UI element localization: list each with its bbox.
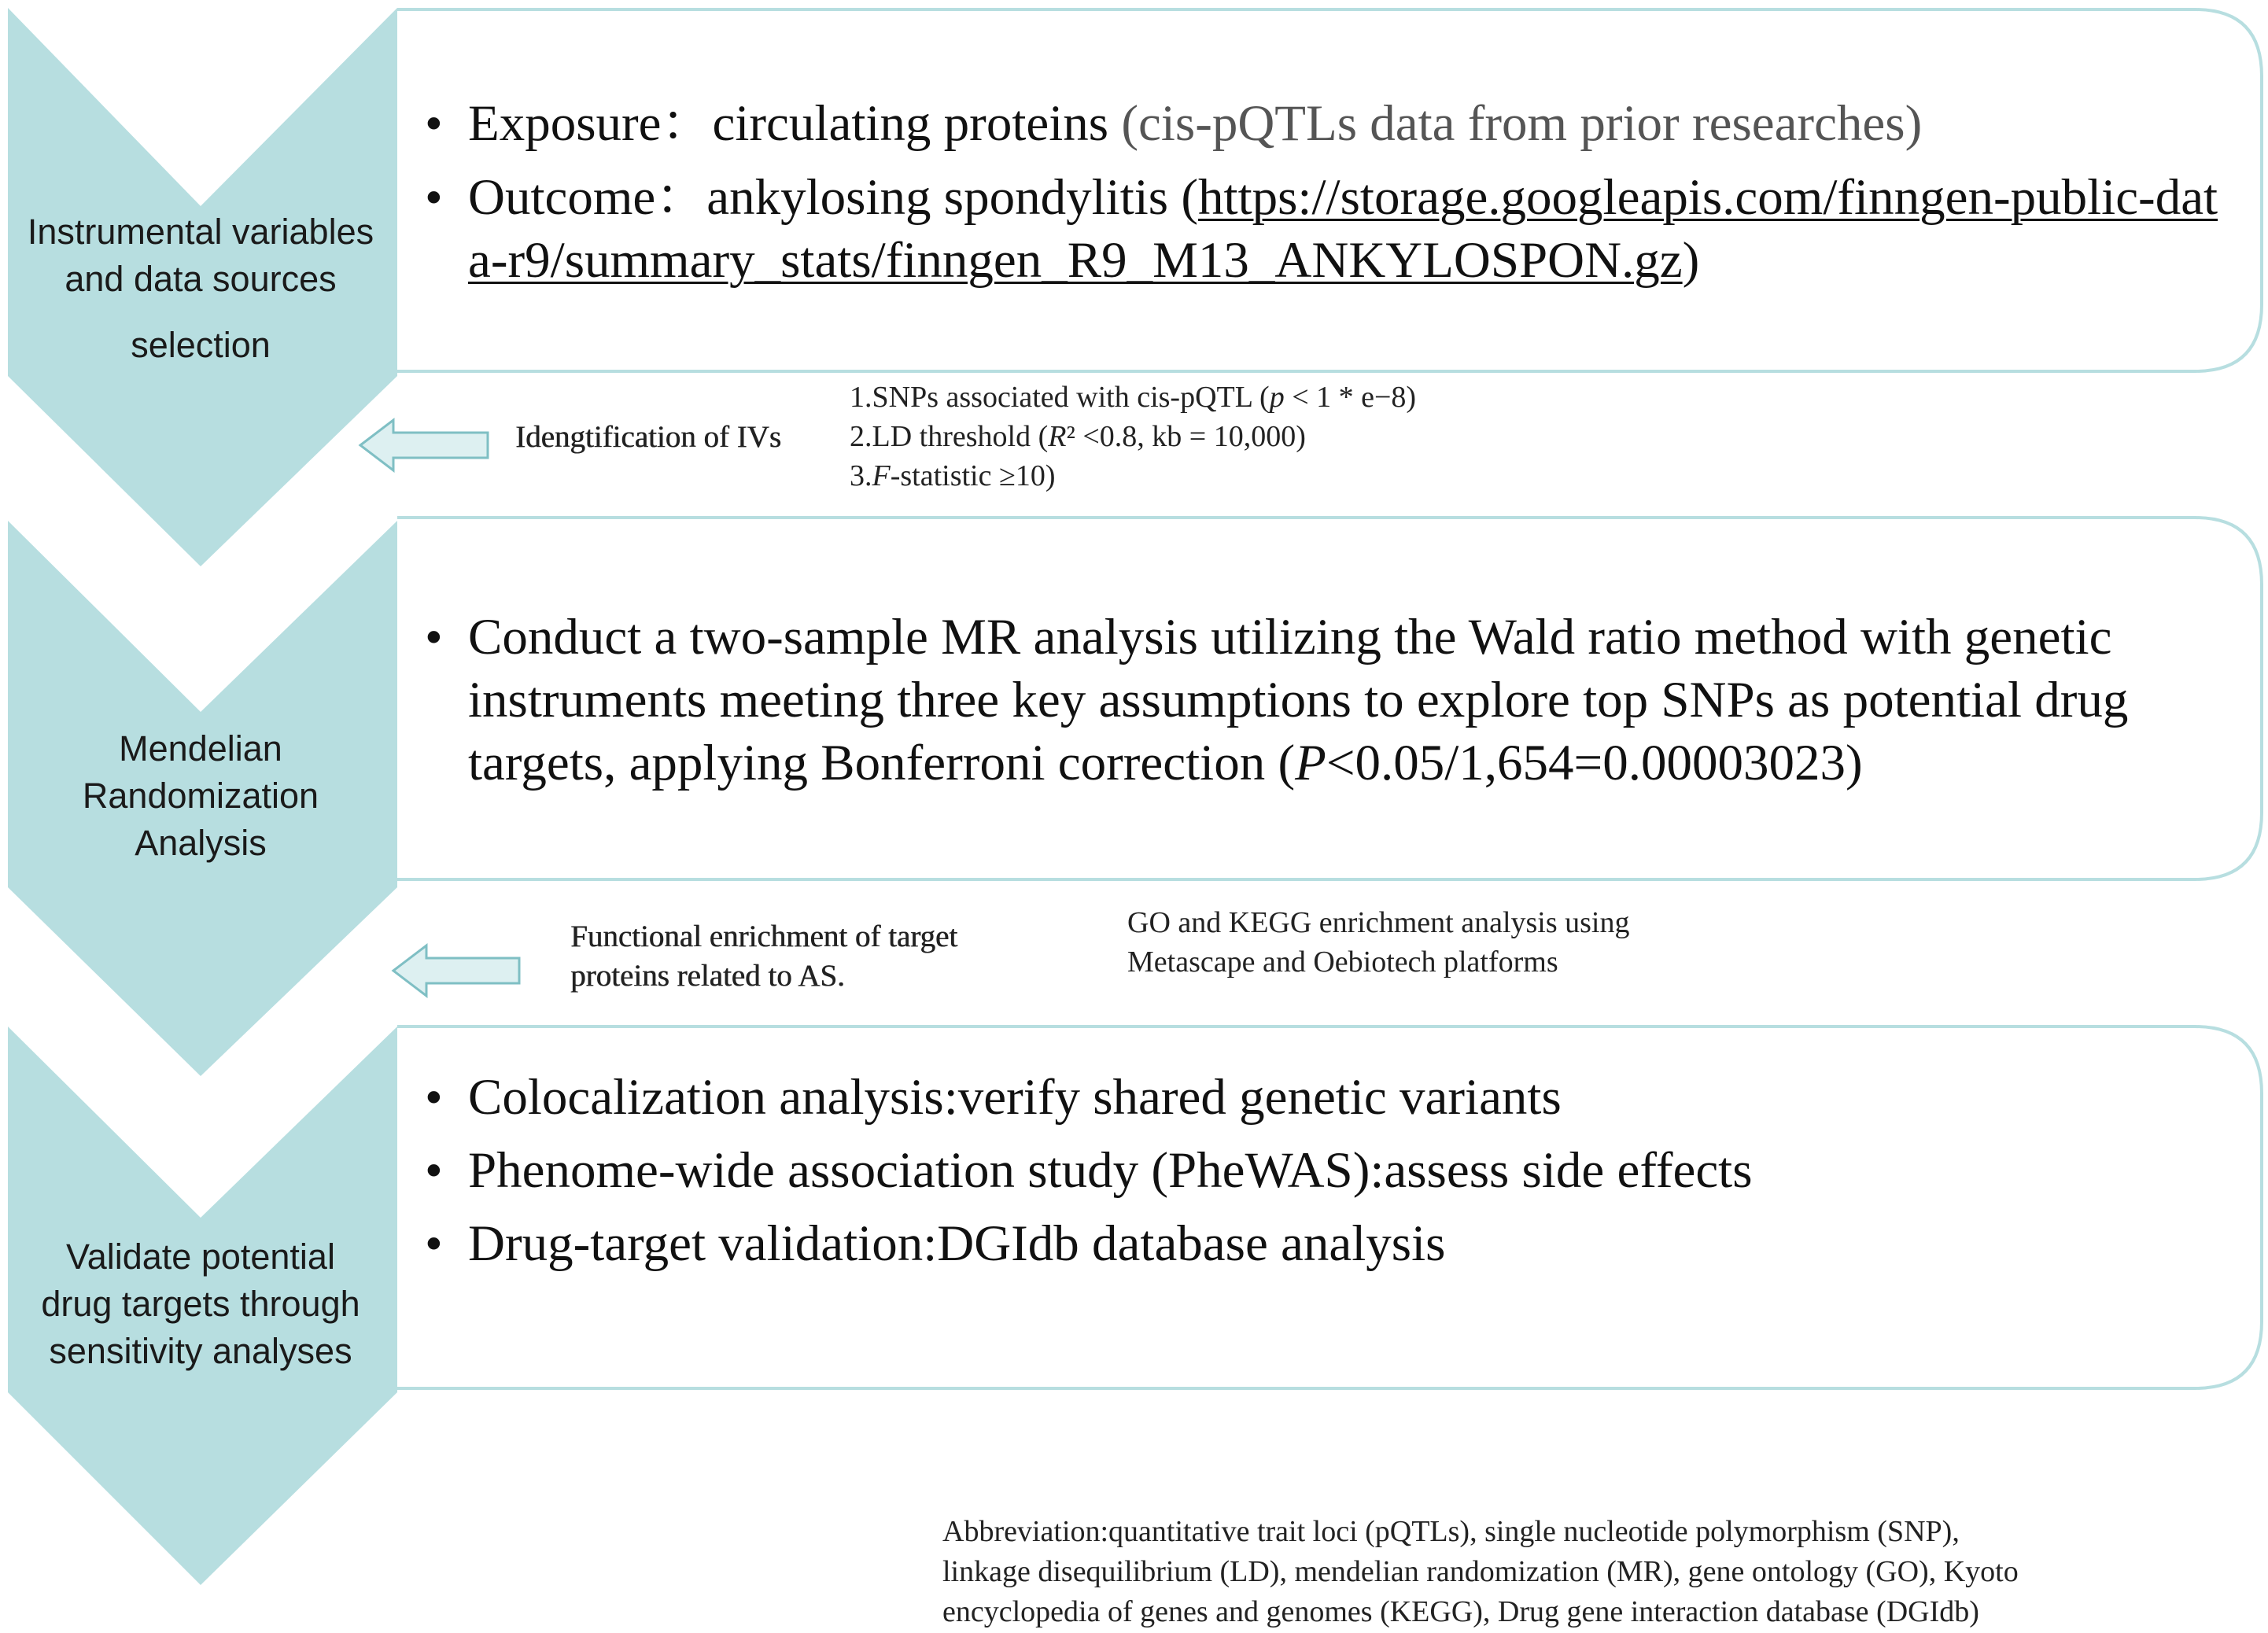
step-2-description-line: GO and KEGG enrichment analysis using: [1127, 906, 1630, 939]
outcome-item: [425, 166, 2234, 292]
step-1-title: Idengtification of IVs: [515, 420, 781, 454]
step-2-title: [570, 917, 957, 996]
mr-italic: P: [1295, 735, 1326, 791]
stage-2-label-line: Randomization: [82, 776, 319, 816]
criterion-text: 2.LD threshold (: [850, 420, 1049, 453]
mr-analysis-item: [425, 606, 2226, 794]
outcome-label: Outcome：: [468, 169, 707, 226]
criterion-italic: F: [872, 459, 891, 492]
criterion-text: -statistic ≥10): [890, 459, 1056, 492]
criterion-italic: R: [1048, 420, 1067, 453]
exposure-label: Exposure：: [468, 95, 713, 152]
exposure-text: circulating proteins: [712, 95, 1109, 152]
outcome-text: ankylosing spondylitis (: [706, 169, 1199, 226]
criterion-text: 1.SNPs associated with cis-pQTL (: [850, 381, 1270, 414]
mr-text: Conduct a two-sample MR analysis utilizing the Wald ratio method with genetic instruments meeting three key assumptions to explore top SNPs as potential drug targets, applying Bonferroni correction (: [468, 609, 2129, 791]
criterion-italic: p: [1269, 381, 1285, 414]
criterion-text: 3.: [850, 459, 872, 492]
left-arrow-icon: [393, 946, 519, 996]
step-2-title-line: proteins related to AS.: [570, 959, 845, 993]
mr-text: <0.05/1,654=0.00003023): [1326, 735, 1863, 791]
step-2-description-line: Metascape and Oebiotech platforms: [1127, 946, 1558, 979]
stage-2-label-line: Mendelian: [119, 728, 282, 769]
step-2-description: [1127, 903, 1630, 982]
stage-1-label: [0, 208, 401, 369]
exposure-source: (cis-pQTLs data from prior researches): [1108, 95, 1923, 152]
stage-1-label-line: Instrumental variables: [27, 212, 374, 252]
step-2-title-line: Functional enrichment of target: [570, 920, 958, 953]
stage-3-label-line: Validate potential: [66, 1237, 335, 1277]
criterion-item: [850, 417, 1416, 456]
validation-item: • Drug-target validation:DGIdb database analysis: [425, 1212, 2226, 1275]
stage-3-label-line: sensitivity analyses: [49, 1331, 352, 1371]
abbreviation-line: linkage disequilibrium (LD), mendelian randomization (MR), gene ontology (GO), Kyoto: [942, 1555, 2019, 1588]
stage-2-label: [0, 725, 401, 867]
stage-3-label: [0, 1233, 401, 1375]
criterion-item: [850, 456, 1416, 496]
stage-2-label-line: Analysis: [135, 823, 267, 863]
outcome-close: ): [1682, 232, 1700, 289]
exposure-item: [425, 92, 2234, 155]
abbreviation-line: Abbreviation:quantitative trait loci (pQTLs), single nucleotide polymorphism (SNP),: [942, 1515, 1960, 1548]
stage-1-label-line: selection: [131, 325, 271, 365]
step-1-criteria: [850, 378, 1416, 496]
box-2-content: [425, 606, 2226, 794]
abbreviation-note: [942, 1512, 2019, 1632]
box-1-content: [425, 92, 2234, 292]
left-arrow-icon: [360, 420, 488, 470]
stage-1-label-line: and data sources: [65, 259, 337, 299]
box-3-content: [425, 1066, 2226, 1275]
validation-item: • Phenome-wide association study (PheWAS):assess side effects: [425, 1139, 2226, 1202]
validation-item: • Colocalization analysis:verify shared genetic variants: [425, 1066, 2226, 1129]
abbreviation-line: encyclopedia of genes and genomes (KEGG), Drug gene interaction database (DGIdb): [942, 1595, 1979, 1628]
stage-3-label-line: drug targets through: [41, 1284, 360, 1324]
criterion-text: < 1 * e−8): [1284, 381, 1417, 414]
criterion-item: [850, 378, 1416, 417]
criterion-text: ² <0.8, kb = 10,000): [1066, 420, 1306, 453]
outcome-data-link[interactable]: https://storage.googleapis.com/finngen-public-data-r9/summary_stats/finngen_R9_M13_ANKYLOSPON.gz: [468, 169, 2218, 289]
